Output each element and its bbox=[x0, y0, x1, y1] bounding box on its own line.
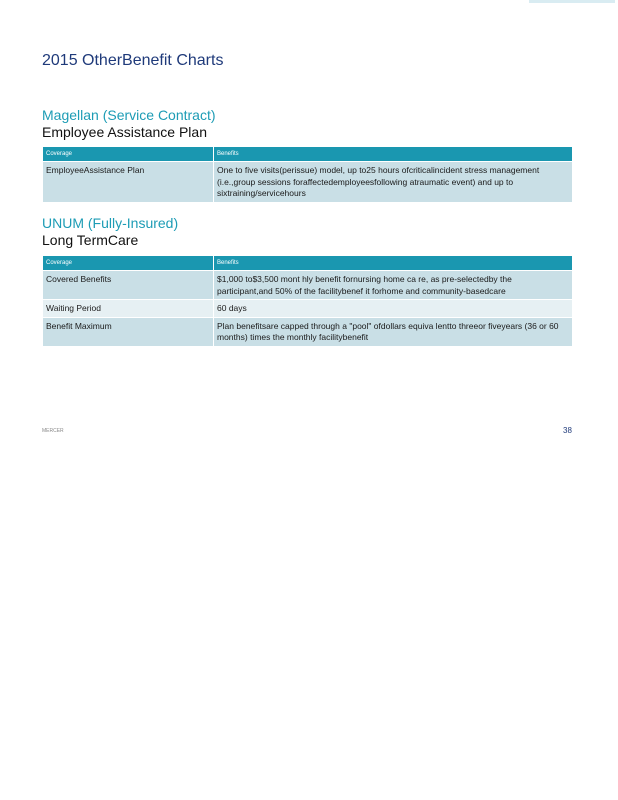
footer-brand: MERCER bbox=[42, 428, 64, 434]
page-title: 2015 OtherBenefit Charts bbox=[42, 52, 224, 69]
benefits-cell: Plan benefitsare capped through a "pool" ofdollars equiva lentto threeor fiveyears (36 or 60 months) times the monthly facilitybenefit bbox=[214, 317, 573, 346]
section-heading-unum: UNUM (Fully-Insured) bbox=[42, 215, 179, 231]
table-row bbox=[43, 162, 573, 203]
benefits-cell: 60 days bbox=[214, 300, 573, 318]
section-heading-magellan: Magellan (Service Contract) bbox=[42, 107, 216, 123]
eap-table bbox=[42, 146, 573, 203]
section-subheading-eap: Employee Assistance Plan bbox=[42, 124, 207, 140]
section-subheading-ltc: Long TermCare bbox=[42, 232, 139, 248]
column-header-benefits: Benefits bbox=[214, 147, 573, 162]
coverage-cell: Covered Benefits bbox=[43, 271, 214, 300]
top-accent-bar bbox=[529, 0, 615, 3]
coverage-cell: EmployeeAssistance Plan bbox=[43, 162, 214, 203]
benefits-cell: One to five visits(perissue) model, up to25 hours ofcriticalincident stress management (i.e.,group sessions foraffectedemployeesfollowing atraumatic event) and up to sixtraining/servicehours bbox=[214, 162, 573, 203]
table-header-row bbox=[43, 147, 573, 162]
coverage-cell: Benefit Maximum bbox=[43, 317, 214, 346]
column-header-coverage: Coverage bbox=[43, 256, 214, 271]
column-header-benefits: Benefits bbox=[214, 256, 573, 271]
table-header-row bbox=[43, 256, 573, 271]
page-number: 38 bbox=[563, 426, 572, 435]
column-header-coverage: Coverage bbox=[43, 147, 214, 162]
table-row bbox=[43, 271, 573, 300]
coverage-cell: Waiting Period bbox=[43, 300, 214, 318]
benefits-cell: $1,000 to$3,500 mont hly benefit fornursing home ca re, as pre-selectedby the participant,and 50% of the facilitybenef it forhome and community-basedcare bbox=[214, 271, 573, 300]
table-row bbox=[43, 317, 573, 346]
table-row bbox=[43, 300, 573, 318]
ltc-table bbox=[42, 255, 573, 347]
